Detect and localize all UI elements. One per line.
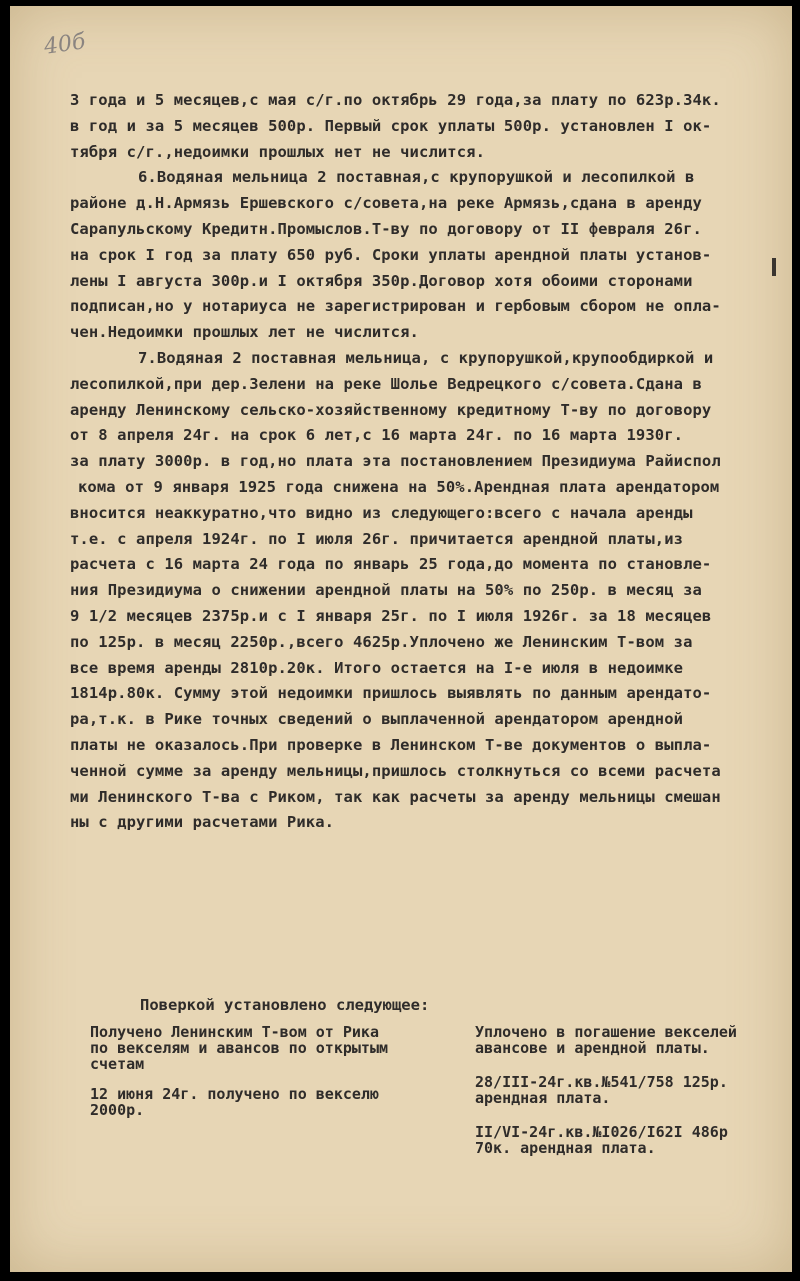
text-line: ны с другими расчетами Рика. <box>70 813 335 832</box>
text-line: на срок I год за плату 650 руб. Сроки уплаты арендной платы установ- <box>70 245 712 264</box>
body-text <box>70 88 780 836</box>
text-line: ченной сумме за аренду мельницы,пришлось столкнуться со всеми расчета <box>70 761 721 780</box>
text-line: 1814р.80к. Сумму этой недоимки пришлось выявлять по данным арендато- <box>70 684 712 703</box>
summary-section <box>70 994 780 1157</box>
received-column <box>90 1024 450 1132</box>
text-line: расчета с 16 марта 24 года по январь 25 года,до момента по становле- <box>70 555 712 574</box>
received-header: Получено Ленинским Т-вом от Рика по векселям и авансов по открытым счетам <box>90 1023 389 1073</box>
text-line: районе д.Н.Армязь Ершевского с/совета,на реке Армязь,сдана в аренду <box>70 194 702 213</box>
paid-entry: 28/III-24г.кв.№541/758 125р. арендная плата. <box>475 1073 728 1107</box>
text-line: Сарапульскому Кредитн.Промыслов.Т-ву по договору от II февраля 26г. <box>70 219 702 238</box>
text-line: за плату 3000р. в год,но плата эта постановлением Президиума Райиспол <box>70 452 721 471</box>
text-line: т.е. с апреля 1924г. по I июля 26г. причитается арендной платы,из <box>70 529 684 548</box>
text-line: 3 года и 5 месяцев,с мая с/г.по октябрь 29 года,за плату по 623р.34к. <box>70 91 721 109</box>
text-line: от 8 апреля 24г. на срок 6 лет,с 16 марта 24г. по 16 марта 1930г. <box>70 426 684 445</box>
text-line: по 125р. в месяц 2250р.,всего 4625р.Уплочено же Ленинским Т-вом за <box>70 632 693 651</box>
text-line: 7.Водяная 2 поставная мельница, с крупорушкой,крупообдиркой и <box>138 348 714 367</box>
text-line: тября с/г.,недоимки прошлых нет не числится. <box>70 142 485 161</box>
summary-title: Поверкой установлено следующее: <box>140 996 430 1014</box>
text-line: все время аренды 2810р.20к. Итого остается на I-е июля в недоимке <box>70 658 684 677</box>
text-line: 6.Водяная мельница 2 поставная,с крупорушкой и лесопилкой в <box>138 168 695 187</box>
page-number: 40б <box>42 29 87 60</box>
text-line: подписан,но у нотариуса не зарегистрирован и гербовым сбором не опла- <box>70 297 721 316</box>
text-line: 9 1/2 месяцев 2375р.и с I января 25г. по I июля 1926г. за 18 месяцев <box>70 606 712 625</box>
paid-header: Уплочено в погашение векселей авансове и арендной платы. <box>475 1023 737 1057</box>
text-line: аренду Ленинскому сельско-хозяйственному кредитному Т-ву по договору <box>70 400 712 419</box>
paid-entry: II/VI-24г.кв.№I026/I62I 486р 70к. арендная плата. <box>475 1123 728 1157</box>
text-line: лесопилкой,при дер.Зелени на реке Шолье Ведрецкого с/совета.Сдана в <box>70 374 702 393</box>
text-line: платы не оказалось.При проверке в Ленинском Т-ве документов о выпла- <box>70 735 712 754</box>
received-entry: 12 июня 24г. получено по векселю 2000р. <box>90 1085 379 1119</box>
document-page <box>10 6 792 1272</box>
text-line: кома от 9 января 1925 года снижена на 50%.Арендная плата арендатором <box>78 477 720 496</box>
text-line: вносится неаккуратно,что видно из следующего:всего с начала аренды <box>70 503 693 522</box>
text-line: ми Ленинского Т-ва с Риком, так как расчеты за аренду мельницы смешан <box>70 787 721 806</box>
text-line: ния Президиума о снижении арендной платы на 50% по 250р. в месяц за <box>70 581 702 600</box>
text-line: ра,т.к. в Рике точных сведений о выплаченной арендатором арендной <box>70 710 684 729</box>
paid-column <box>475 1024 800 1174</box>
text-line: чен.Недоимки прошлых лет не числится. <box>70 323 419 342</box>
text-line: в год и за 5 месяцев 500р. Первый срок уплаты 500р. установлен I ок- <box>70 116 712 135</box>
text-line: лены I августа 300р.и I октября 350р.Договор хотя обоими сторонами <box>70 271 693 290</box>
